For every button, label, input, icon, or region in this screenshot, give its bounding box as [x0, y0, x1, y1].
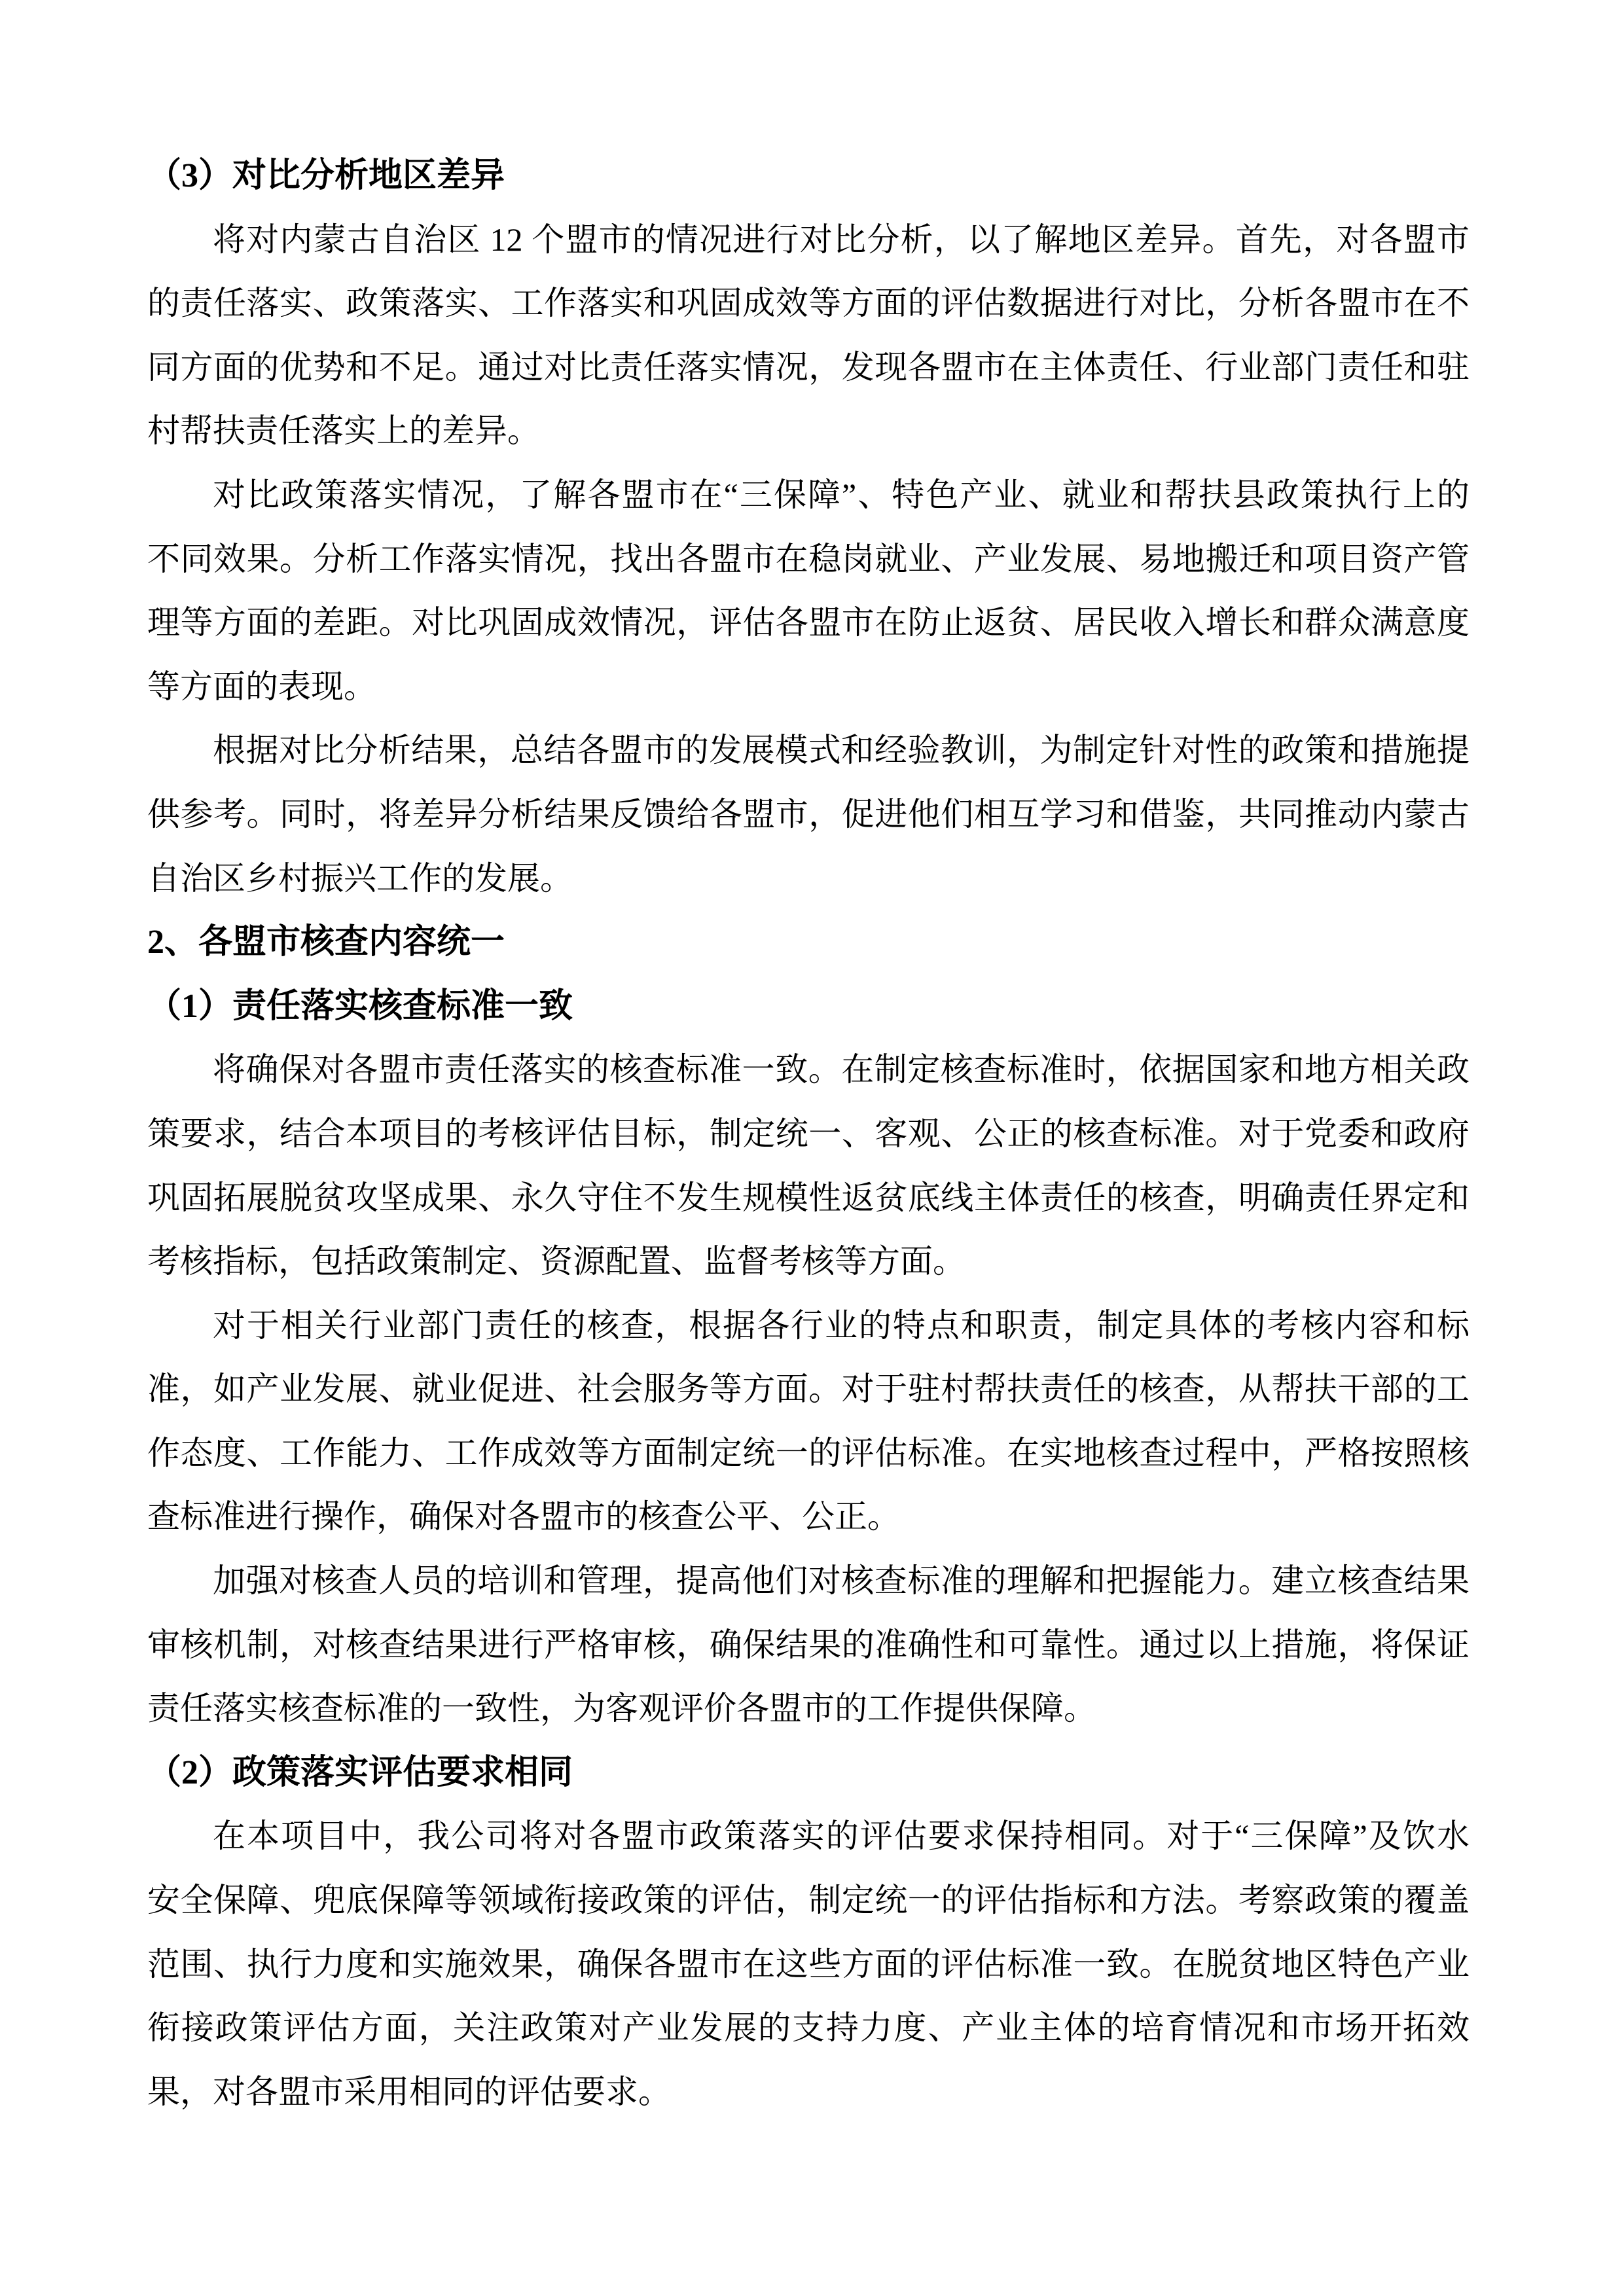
- paragraph-line: 的责任落实、政策落实、工作落实和巩固成效等方面的评估数据进行对比，分析各盟市在不: [147, 285, 1470, 322]
- paragraph-line: 加强对核查人员的培训和管理，提高他们对核查标准的理解和把握能力。建立核查结果: [213, 1562, 1470, 1600]
- paragraph-line: 巩固拓展脱贫攻坚成果、永久守住不发生规模性返贫底线主体责任的核查，明确责任界定和: [147, 1179, 1470, 1216]
- paragraph-line: 策要求，结合本项目的考核评估目标，制定统一、客观、公正的核查标准。对于党委和政府: [147, 1115, 1470, 1152]
- paragraph-line: 范围、执行力度和实施效果，确保各盟市在这些方面的评估标准一致。在脱贫地区特色产业: [147, 1945, 1470, 1982]
- paragraph-line: 村帮扶责任落实上的差异。: [147, 412, 540, 450]
- paragraph-line: 对于相关行业部门责任的核查，根据各行业的特点和职责，制定具体的考核内容和标: [213, 1306, 1470, 1344]
- section-heading: 2、各盟市核查内容统一: [147, 924, 505, 961]
- paragraph-line: 准，如产业发展、就业促进、社会服务等方面。对于驻村帮扶责任的核查，从帮扶干部的工: [147, 1371, 1470, 1408]
- paragraph-line: 查标准进行操作，确保对各盟市的核查公平、公正。: [147, 1498, 900, 1535]
- paragraph-line: 衔接政策评估方面，关注政策对产业发展的支持力度、产业主体的培育情况和市场开拓效: [147, 2009, 1470, 2047]
- paragraph-line: 供参考。同时，将差异分析结果反馈给各盟市，促进他们相互学习和借鉴，共同推动内蒙古: [147, 795, 1470, 833]
- section-heading: （3）对比分析地区差异: [147, 157, 505, 194]
- paragraph-line: 根据对比分析结果，总结各盟市的发展模式和经验教训，为制定针对性的政策和措施提: [213, 732, 1470, 769]
- paragraph-line: 对比政策落实情况，了解各盟市在“三保障”、特色产业、就业和帮扶县政策执行上的: [213, 476, 1470, 513]
- section-heading: （2）政策落实评估要求相同: [147, 1753, 573, 1791]
- paragraph-line: 在本项目中，我公司将对各盟市政策落实的评估要求保持相同。对于“三保障”及饮水: [213, 1818, 1470, 1855]
- paragraph-line: 不同效果。分析工作落实情况，找出各盟市在稳岗就业、产业发展、易地搬迁和项目资产管: [147, 540, 1470, 577]
- paragraph-line: 等方面的表现。: [147, 668, 376, 705]
- paragraph-line: 审核机制，对核查结果进行严格审核，确保结果的准确性和可靠性。通过以上措施，将保证: [147, 1626, 1470, 1663]
- paragraph-line: 理等方面的差距。对比巩固成效情况，评估各盟市在防止返贫、居民收入增长和群众满意度: [147, 604, 1470, 641]
- paragraph-line: 将对内蒙古自治区 12 个盟市的情况进行对比分析，以了解地区差异。首先，对各盟市: [213, 221, 1470, 258]
- paragraph-line: 责任落实核查标准的一致性，为客观评价各盟市的工作提供保障。: [147, 1690, 1096, 1727]
- paragraph-line: 自治区乡村振兴工作的发展。: [147, 859, 573, 897]
- section-heading: （1）责任落实核查标准一致: [147, 987, 573, 1025]
- paragraph-line: 安全保障、兜底保障等领域衔接政策的评估，制定统一的评估指标和方法。考察政策的覆盖: [147, 1882, 1470, 1919]
- paragraph-line: 果，对各盟市采用相同的评估要求。: [147, 2073, 671, 2110]
- paragraph-line: 同方面的优势和不足。通过对比责任落实情况，发现各盟市在主体责任、行业部门责任和驻: [147, 348, 1470, 386]
- paragraph-line: 作态度、工作能力、工作成效等方面制定统一的评估标准。在实地核查过程中，严格按照核: [147, 1434, 1470, 1471]
- paragraph-line: 将确保对各盟市责任落实的核查标准一致。在制定核查标准时，依据国家和地方相关政: [213, 1051, 1470, 1088]
- paragraph-line: 考核指标，包括政策制定、资源配置、监督考核等方面。: [147, 1243, 965, 1280]
- document-content: [147, 144, 1470, 2124]
